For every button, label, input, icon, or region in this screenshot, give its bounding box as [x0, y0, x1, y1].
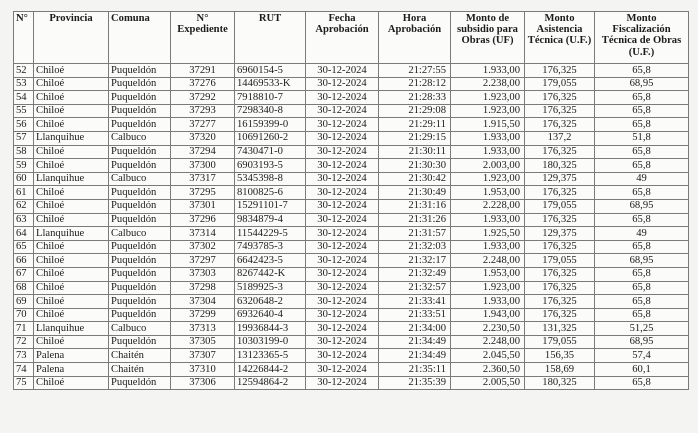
cell-expediente: 37313 [171, 322, 235, 336]
cell-hora: 21:31:26 [379, 213, 451, 227]
cell-monto-obras: 2.005,50 [451, 376, 525, 390]
cell-monto-asistencia: 176,325 [525, 295, 595, 309]
cell-monto-obras: 1.933,00 [451, 131, 525, 145]
table-header-row [14, 12, 689, 64]
cell-hora: 21:28:12 [379, 77, 451, 91]
cell-numero: 72 [14, 335, 34, 349]
cell-comuna: Puqueldón [109, 104, 171, 118]
cell-rut: 10691260-2 [235, 131, 306, 145]
cell-monto-fiscalizacion: 65,8 [595, 159, 689, 173]
header-rut: RUT [235, 12, 306, 64]
cell-fecha: 30-12-2024 [306, 335, 379, 349]
cell-fecha: 30-12-2024 [306, 376, 379, 390]
cell-numero: 73 [14, 349, 34, 363]
cell-rut: 8100825-6 [235, 186, 306, 200]
cell-provincia: Chiloé [34, 199, 109, 213]
table-row [14, 295, 689, 309]
cell-hora: 21:27:55 [379, 64, 451, 78]
cell-expediente: 37292 [171, 91, 235, 105]
cell-monto-fiscalizacion: 68,95 [595, 254, 689, 268]
cell-fecha: 30-12-2024 [306, 308, 379, 322]
cell-monto-fiscalizacion: 65,8 [595, 267, 689, 281]
cell-monto-obras: 2.360,50 [451, 363, 525, 377]
cell-provincia: Llanquihue [34, 172, 109, 186]
cell-fecha: 30-12-2024 [306, 104, 379, 118]
cell-monto-asistencia: 129,375 [525, 227, 595, 241]
table-row [14, 363, 689, 377]
cell-hora: 21:32:03 [379, 240, 451, 254]
cell-hora: 21:30:11 [379, 145, 451, 159]
cell-fecha: 30-12-2024 [306, 254, 379, 268]
cell-expediente: 37298 [171, 281, 235, 295]
cell-rut: 5189925-3 [235, 281, 306, 295]
cell-fecha: 30-12-2024 [306, 213, 379, 227]
table-row [14, 349, 689, 363]
cell-rut: 14469533-K [235, 77, 306, 91]
table-row [14, 213, 689, 227]
cell-comuna: Puqueldón [109, 376, 171, 390]
cell-monto-fiscalizacion: 65,8 [595, 64, 689, 78]
cell-numero: 75 [14, 376, 34, 390]
cell-monto-asistencia: 180,325 [525, 376, 595, 390]
cell-provincia: Chiloé [34, 77, 109, 91]
cell-comuna: Puqueldón [109, 240, 171, 254]
cell-rut: 16159399-0 [235, 118, 306, 132]
cell-monto-obras: 1.915,50 [451, 118, 525, 132]
cell-hora: 21:32:57 [379, 281, 451, 295]
cell-provincia: Chiloé [34, 145, 109, 159]
cell-numero: 69 [14, 295, 34, 309]
cell-provincia: Chiloé [34, 267, 109, 281]
cell-numero: 62 [14, 199, 34, 213]
cell-fecha: 30-12-2024 [306, 145, 379, 159]
cell-hora: 21:33:51 [379, 308, 451, 322]
cell-provincia: Chiloé [34, 104, 109, 118]
cell-monto-fiscalizacion: 51,8 [595, 131, 689, 145]
cell-comuna: Chaitén [109, 363, 171, 377]
cell-expediente: 37307 [171, 349, 235, 363]
cell-expediente: 37306 [171, 376, 235, 390]
cell-monto-fiscalizacion: 65,8 [595, 104, 689, 118]
table-row [14, 159, 689, 173]
cell-rut: 14226844-2 [235, 363, 306, 377]
cell-monto-fiscalizacion: 68,95 [595, 199, 689, 213]
cell-numero: 68 [14, 281, 34, 295]
cell-comuna: Calbuco [109, 227, 171, 241]
cell-fecha: 30-12-2024 [306, 186, 379, 200]
cell-expediente: 37299 [171, 308, 235, 322]
cell-fecha: 30-12-2024 [306, 159, 379, 173]
cell-monto-asistencia: 131,325 [525, 322, 595, 336]
header-fecha-aprobacion: Fecha Aprobación [306, 12, 379, 64]
cell-provincia: Chiloé [34, 295, 109, 309]
cell-monto-fiscalizacion: 65,8 [595, 281, 689, 295]
cell-monto-obras: 2.248,00 [451, 335, 525, 349]
cell-numero: 52 [14, 64, 34, 78]
cell-hora: 21:33:41 [379, 295, 451, 309]
cell-provincia: Chiloé [34, 213, 109, 227]
cell-hora: 21:32:49 [379, 267, 451, 281]
cell-comuna: Puqueldón [109, 267, 171, 281]
cell-fecha: 30-12-2024 [306, 363, 379, 377]
cell-fecha: 30-12-2024 [306, 267, 379, 281]
cell-provincia: Llanquihue [34, 131, 109, 145]
cell-numero: 59 [14, 159, 34, 173]
table-row [14, 267, 689, 281]
cell-provincia: Chiloé [34, 335, 109, 349]
cell-monto-fiscalizacion: 65,8 [595, 295, 689, 309]
cell-monto-fiscalizacion: 65,8 [595, 376, 689, 390]
cell-monto-obras: 1.933,00 [451, 145, 525, 159]
cell-monto-fiscalizacion: 65,8 [595, 91, 689, 105]
cell-monto-asistencia: 176,325 [525, 64, 595, 78]
cell-rut: 11544229-5 [235, 227, 306, 241]
cell-expediente: 37296 [171, 213, 235, 227]
cell-comuna: Puqueldón [109, 295, 171, 309]
cell-rut: 7298340-8 [235, 104, 306, 118]
table-row [14, 172, 689, 186]
cell-provincia: Chiloé [34, 91, 109, 105]
cell-monto-asistencia: 176,325 [525, 91, 595, 105]
cell-hora: 21:30:49 [379, 186, 451, 200]
cell-comuna: Puqueldón [109, 77, 171, 91]
cell-monto-fiscalizacion: 65,8 [595, 213, 689, 227]
cell-provincia: Chiloé [34, 186, 109, 200]
cell-expediente: 37303 [171, 267, 235, 281]
table-row [14, 118, 689, 132]
cell-fecha: 30-12-2024 [306, 64, 379, 78]
header-monto-asistencia-tecnica: Monto Asistencia Técnica (U.F.) [525, 12, 595, 64]
cell-monto-fiscalizacion: 57,4 [595, 349, 689, 363]
cell-comuna: Puqueldón [109, 199, 171, 213]
cell-fecha: 30-12-2024 [306, 118, 379, 132]
cell-hora: 21:31:16 [379, 199, 451, 213]
cell-numero: 70 [14, 308, 34, 322]
cell-fecha: 30-12-2024 [306, 322, 379, 336]
table-row [14, 322, 689, 336]
cell-hora: 21:34:00 [379, 322, 451, 336]
cell-rut: 6903193-5 [235, 159, 306, 173]
cell-numero: 65 [14, 240, 34, 254]
cell-monto-obras: 2.238,00 [451, 77, 525, 91]
cell-numero: 67 [14, 267, 34, 281]
cell-expediente: 37276 [171, 77, 235, 91]
cell-fecha: 30-12-2024 [306, 227, 379, 241]
cell-comuna: Calbuco [109, 322, 171, 336]
table-row [14, 308, 689, 322]
cell-monto-asistencia: 176,325 [525, 145, 595, 159]
cell-provincia: Llanquihue [34, 322, 109, 336]
cell-numero: 74 [14, 363, 34, 377]
cell-comuna: Puqueldón [109, 118, 171, 132]
cell-monto-fiscalizacion: 65,8 [595, 186, 689, 200]
cell-expediente: 37310 [171, 363, 235, 377]
cell-rut: 6320648-2 [235, 295, 306, 309]
cell-comuna: Calbuco [109, 131, 171, 145]
cell-expediente: 37314 [171, 227, 235, 241]
cell-comuna: Puqueldón [109, 186, 171, 200]
table-row [14, 64, 689, 78]
cell-provincia: Palena [34, 349, 109, 363]
cell-numero: 61 [14, 186, 34, 200]
table-row [14, 91, 689, 105]
cell-comuna: Puqueldón [109, 335, 171, 349]
cell-comuna: Chaitén [109, 349, 171, 363]
cell-comuna: Puqueldón [109, 254, 171, 268]
cell-rut: 7430471-0 [235, 145, 306, 159]
cell-monto-fiscalizacion: 65,8 [595, 240, 689, 254]
cell-hora: 21:30:42 [379, 172, 451, 186]
subsidy-approval-table [13, 11, 689, 390]
cell-expediente: 37277 [171, 118, 235, 132]
table-row [14, 145, 689, 159]
cell-monto-obras: 1.943,00 [451, 308, 525, 322]
cell-expediente: 37291 [171, 64, 235, 78]
cell-hora: 21:34:49 [379, 349, 451, 363]
cell-comuna: Puqueldón [109, 213, 171, 227]
cell-rut: 6960154-5 [235, 64, 306, 78]
cell-monto-obras: 2.228,00 [451, 199, 525, 213]
header-expediente: N° Expediente [171, 12, 235, 64]
cell-monto-obras: 2.003,00 [451, 159, 525, 173]
cell-rut: 13123365-5 [235, 349, 306, 363]
cell-monto-asistencia: 176,325 [525, 186, 595, 200]
cell-monto-obras: 1.925,50 [451, 227, 525, 241]
cell-numero: 53 [14, 77, 34, 91]
cell-expediente: 37317 [171, 172, 235, 186]
cell-monto-asistencia: 176,325 [525, 213, 595, 227]
cell-fecha: 30-12-2024 [306, 131, 379, 145]
cell-fecha: 30-12-2024 [306, 199, 379, 213]
cell-comuna: Puqueldón [109, 64, 171, 78]
header-monto-fiscalizacion: Monto Fiscalización Técnica de Obras (U.F.) [595, 12, 689, 64]
cell-monto-fiscalizacion: 68,95 [595, 335, 689, 349]
header-hora-aprobacion: Hora Aprobación [379, 12, 451, 64]
table-row [14, 77, 689, 91]
cell-expediente: 37302 [171, 240, 235, 254]
cell-fecha: 30-12-2024 [306, 77, 379, 91]
cell-expediente: 37295 [171, 186, 235, 200]
cell-monto-obras: 2.248,00 [451, 254, 525, 268]
cell-provincia: Chiloé [34, 254, 109, 268]
cell-monto-asistencia: 156,35 [525, 349, 595, 363]
table-row [14, 199, 689, 213]
cell-rut: 8267442-K [235, 267, 306, 281]
cell-numero: 66 [14, 254, 34, 268]
cell-monto-obras: 1.923,00 [451, 104, 525, 118]
cell-expediente: 37297 [171, 254, 235, 268]
cell-monto-fiscalizacion: 65,8 [595, 145, 689, 159]
cell-monto-fiscalizacion: 49 [595, 227, 689, 241]
cell-provincia: Chiloé [34, 64, 109, 78]
cell-monto-asistencia: 158,69 [525, 363, 595, 377]
cell-hora: 21:35:11 [379, 363, 451, 377]
table-row [14, 376, 689, 390]
cell-monto-obras: 1.933,00 [451, 240, 525, 254]
cell-hora: 21:35:39 [379, 376, 451, 390]
cell-rut: 6932640-4 [235, 308, 306, 322]
cell-expediente: 37304 [171, 295, 235, 309]
cell-monto-obras: 1.953,00 [451, 267, 525, 281]
cell-provincia: Palena [34, 363, 109, 377]
cell-comuna: Puqueldón [109, 308, 171, 322]
cell-monto-obras: 1.933,00 [451, 64, 525, 78]
table-row [14, 254, 689, 268]
cell-numero: 60 [14, 172, 34, 186]
cell-monto-obras: 1.923,00 [451, 172, 525, 186]
cell-hora: 21:30:30 [379, 159, 451, 173]
cell-fecha: 30-12-2024 [306, 172, 379, 186]
cell-comuna: Puqueldón [109, 159, 171, 173]
cell-hora: 21:29:11 [379, 118, 451, 132]
table-row [14, 281, 689, 295]
cell-expediente: 37301 [171, 199, 235, 213]
cell-provincia: Chiloé [34, 240, 109, 254]
cell-expediente: 37305 [171, 335, 235, 349]
cell-monto-fiscalizacion: 49 [595, 172, 689, 186]
cell-provincia: Chiloé [34, 376, 109, 390]
cell-fecha: 30-12-2024 [306, 281, 379, 295]
cell-hora: 21:28:33 [379, 91, 451, 105]
cell-numero: 64 [14, 227, 34, 241]
cell-monto-asistencia: 176,325 [525, 104, 595, 118]
cell-expediente: 37293 [171, 104, 235, 118]
cell-numero: 55 [14, 104, 34, 118]
cell-hora: 21:31:57 [379, 227, 451, 241]
cell-expediente: 37320 [171, 131, 235, 145]
header-comuna: Comuna [109, 12, 171, 64]
cell-numero: 56 [14, 118, 34, 132]
cell-rut: 6642423-5 [235, 254, 306, 268]
cell-numero: 54 [14, 91, 34, 105]
cell-numero: 58 [14, 145, 34, 159]
cell-monto-asistencia: 179,055 [525, 335, 595, 349]
cell-monto-asistencia: 129,375 [525, 172, 595, 186]
cell-rut: 19936844-3 [235, 322, 306, 336]
header-provincia: Provincia [34, 12, 109, 64]
cell-fecha: 30-12-2024 [306, 240, 379, 254]
table-row [14, 186, 689, 200]
cell-numero: 71 [14, 322, 34, 336]
cell-rut: 7918810-7 [235, 91, 306, 105]
cell-fecha: 30-12-2024 [306, 91, 379, 105]
cell-monto-asistencia: 179,055 [525, 77, 595, 91]
cell-monto-asistencia: 176,325 [525, 308, 595, 322]
table-row [14, 227, 689, 241]
cell-monto-obras: 1.933,00 [451, 213, 525, 227]
table-row [14, 240, 689, 254]
table-body [14, 64, 689, 390]
cell-hora: 21:29:15 [379, 131, 451, 145]
cell-monto-obras: 1.953,00 [451, 186, 525, 200]
cell-monto-asistencia: 179,055 [525, 254, 595, 268]
table-row [14, 335, 689, 349]
cell-monto-asistencia: 179,055 [525, 199, 595, 213]
cell-provincia: Chiloé [34, 118, 109, 132]
cell-monto-obras: 1.923,00 [451, 281, 525, 295]
cell-rut: 12594864-2 [235, 376, 306, 390]
cell-monto-obras: 2.230,50 [451, 322, 525, 336]
cell-comuna: Puqueldón [109, 91, 171, 105]
cell-monto-asistencia: 176,325 [525, 240, 595, 254]
cell-provincia: Llanquihue [34, 227, 109, 241]
header-numero: N° [14, 12, 34, 64]
cell-hora: 21:34:49 [379, 335, 451, 349]
header-monto-subsidio-obras: Monto de subsidio para Obras (UF) [451, 12, 525, 64]
cell-monto-obras: 1.933,00 [451, 295, 525, 309]
cell-monto-asistencia: 180,325 [525, 159, 595, 173]
cell-monto-obras: 2.045,50 [451, 349, 525, 363]
cell-rut: 15291101-7 [235, 199, 306, 213]
cell-comuna: Puqueldón [109, 281, 171, 295]
cell-monto-obras: 1.923,00 [451, 91, 525, 105]
cell-fecha: 30-12-2024 [306, 295, 379, 309]
cell-comuna: Calbuco [109, 172, 171, 186]
cell-fecha: 30-12-2024 [306, 349, 379, 363]
cell-monto-fiscalizacion: 51,25 [595, 322, 689, 336]
cell-rut: 5345398-8 [235, 172, 306, 186]
cell-monto-fiscalizacion: 60,1 [595, 363, 689, 377]
cell-hora: 21:29:08 [379, 104, 451, 118]
cell-provincia: Chiloé [34, 308, 109, 322]
cell-expediente: 37294 [171, 145, 235, 159]
cell-rut: 10303199-0 [235, 335, 306, 349]
table-row [14, 131, 689, 145]
cell-monto-asistencia: 176,325 [525, 281, 595, 295]
cell-provincia: Chiloé [34, 281, 109, 295]
cell-monto-asistencia: 137,2 [525, 131, 595, 145]
table-row [14, 104, 689, 118]
cell-rut: 9834879-4 [235, 213, 306, 227]
cell-monto-asistencia: 176,325 [525, 267, 595, 281]
cell-comuna: Puqueldón [109, 145, 171, 159]
cell-provincia: Chiloé [34, 159, 109, 173]
cell-numero: 63 [14, 213, 34, 227]
cell-rut: 7493785-3 [235, 240, 306, 254]
cell-monto-fiscalizacion: 65,8 [595, 308, 689, 322]
cell-monto-asistencia: 176,325 [525, 118, 595, 132]
cell-expediente: 37300 [171, 159, 235, 173]
cell-monto-fiscalizacion: 68,95 [595, 77, 689, 91]
cell-numero: 57 [14, 131, 34, 145]
cell-monto-fiscalizacion: 65,8 [595, 118, 689, 132]
cell-hora: 21:32:17 [379, 254, 451, 268]
